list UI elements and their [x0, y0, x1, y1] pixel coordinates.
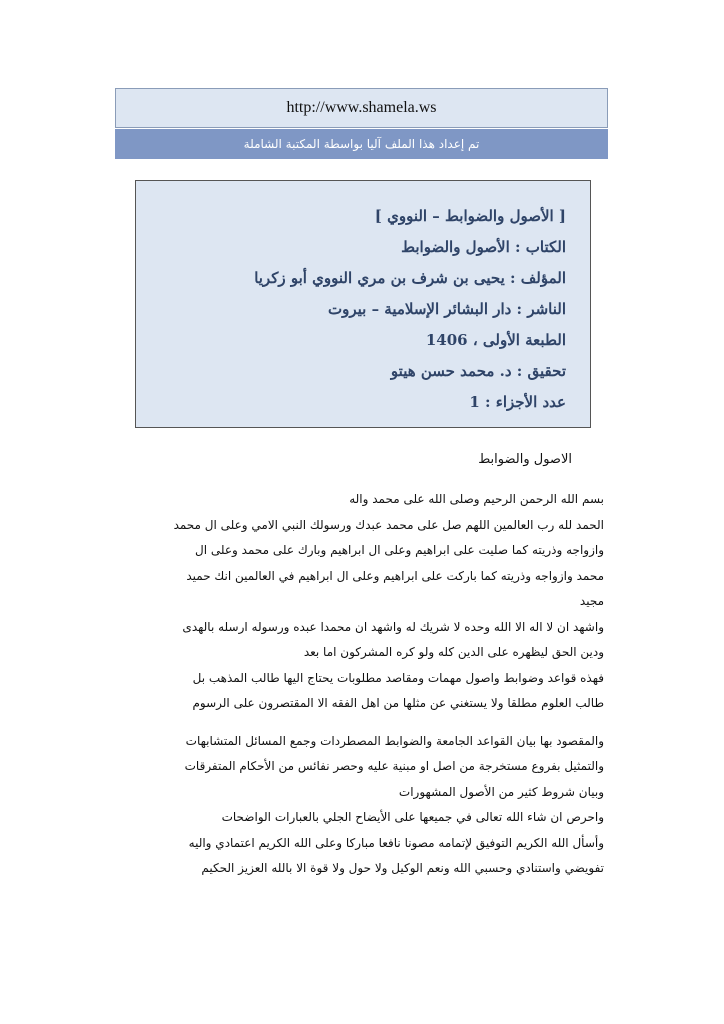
body-line: محمد وازواجه وذريته كما باركت على ابراهيم وعلى ال ابراهيم في العالمين انك حميد — [186, 568, 604, 583]
book-info-box — [135, 180, 591, 428]
body-line: والمقصود بها بيان القواعد الجامعة والضوابط المصطردات وجمع المسائل المتشابهات — [185, 733, 604, 748]
body-line: تفويضي واستنادي وحسبي الله ونعم الوكيل ولا حول ولا قوة الا بالله العزيز الحكيم — [201, 861, 604, 875]
book-volumes: عدد الأجزاء : 1 — [469, 393, 566, 411]
paragraph-gap — [122, 717, 604, 729]
website-url[interactable]: http://www.shamela.ws — [115, 88, 608, 128]
body-line: واحرص ان شاء الله تعالى في جميعها على الأيضاح الجلي بالعبارات الواضحات — [221, 810, 604, 824]
library-banner: تم إعداد هذا الملف آليا بواسطة المكتبة الشاملة — [115, 129, 608, 159]
body-line: والتمثيل بفروع مستخرجة من اصل او مبنية عليه وحصر نفائس من الأحكام المتفرقات — [184, 759, 604, 773]
body-line: بسم الله الرحمن الرحيم وصلى الله على محمد واله — [349, 492, 604, 506]
book-publisher: الناشر : دار البشائر الإسلامية – بيروت — [328, 300, 566, 318]
book-edition: الطبعة الأولى ، 1406 — [425, 331, 566, 349]
book-name: الكتاب : الأصول والضوابط — [401, 238, 566, 256]
document-heading: الاصول والضوابط — [478, 452, 572, 467]
body-line: طالب العلوم مطلقا ولا يستغني عن مثلها من اهل الفقه الا المقتصرون على الرسوم — [192, 696, 604, 710]
book-author: المؤلف : يحيى بن شرف بن مري النووي أبو زكريا — [254, 269, 566, 287]
body-line: وازواجه وذريته كما صليت على ابراهيم وعلى ال ابراهيم وبارك على محمد وعلى ال — [195, 543, 604, 557]
book-title: [ الأصول والضوابط – النووي ] — [374, 207, 566, 225]
body-line: الحمد لله رب العالمين اللهم صل على محمد عبدك ورسولك النبي الامي وعلى ال محمد — [173, 517, 604, 532]
document-body — [122, 487, 604, 882]
body-line: واشهد ان لا اله الا الله وحده لا شريك له واشهد ان محمدا عبده ورسوله ارسله بالهدى — [182, 619, 604, 634]
body-line: مجيد — [579, 594, 604, 608]
body-line: وبيان شروط كثير من الأصول المشهورات — [398, 784, 604, 799]
book-editor: تحقيق : د. محمد حسن هيتو — [390, 362, 566, 380]
body-line: ودين الحق ليظهره على الدين كله ولو كره المشركون اما بعد — [303, 645, 604, 659]
body-line: وأسأل الله الكريم التوفيق لإتمامه مصونا نافعا مباركا وعلى الله الكريم اعتمادي واليه — [188, 835, 604, 850]
body-line: فهذه قواعد وضوابط واصول مهمات ومقاصد مطلوبات يحتاج اليها طالب المذهب بل — [192, 670, 604, 685]
